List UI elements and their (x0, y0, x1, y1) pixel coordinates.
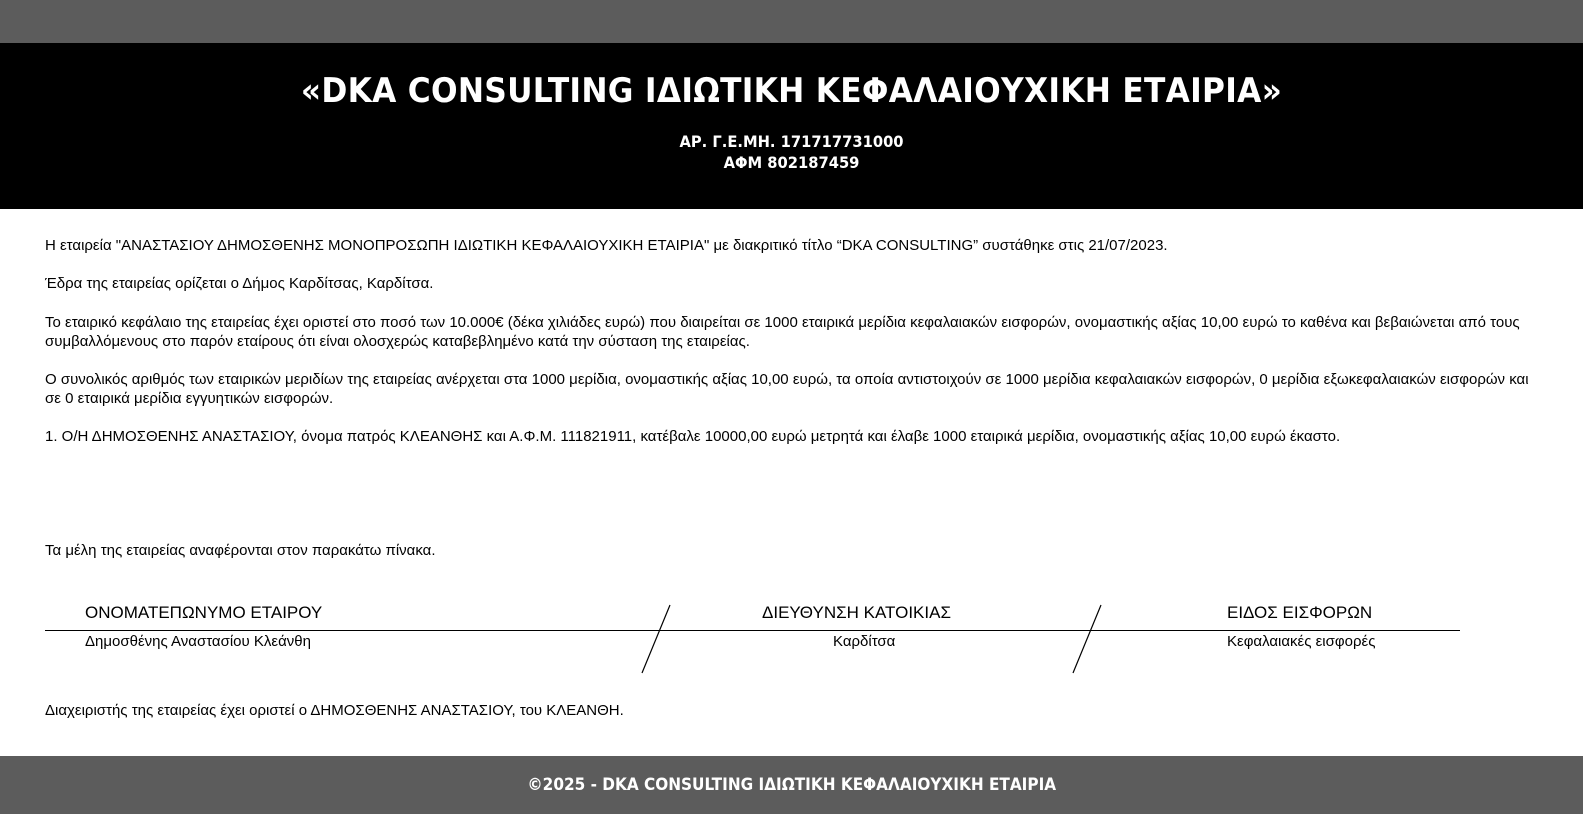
gemi-number: ΑΡ. Γ.Ε.ΜΗ. 171717731000 (679, 132, 904, 151)
administrator-paragraph: Διαχειριστής της εταιρείας έχει οριστεί ο ΔΗΜΟΣΘΕΝΗΣ ΑΝΑΣΤΑΣΙΟΥ, του ΚΛΕΑΝΘΗ. (45, 702, 624, 719)
afm-number: ΑΦΜ 802187459 (723, 153, 860, 172)
capital-paragraph: Το εταιρικό κεφάλαιο της εταιρείας έχει οριστεί στο ποσό των 10.000€ (δέκα χιλιάδες ευρώ) που διαιρείται σε 1000 εταιρικά μερίδια κεφαλαιακών εισφορών, ονομαστικής αξίας 10,00 ευρώ το καθένα και βεβαιώνεται από τους συμβαλλόμενους στο παρόν εταίρους ότι είναι ολοσχερώς καταβεβλημένο κατά την σύσταση της εταιρείας. (45, 314, 1520, 350)
members-table (45, 595, 1460, 695)
shares-paragraph: Ο συνολικός αριθμός των εταιρικών μεριδίων της εταιρείας ανέρχεται στα 1000 μερίδια, ονομαστικής αξίας 10,00 ευρώ, τα οποία αντιστοιχούν σε 1000 μερίδια κεφαλαιακών εισφορών, 0 μερίδια εξωκεφαλαιακών εισφορών και σε 0 εταιρικά μερίδια εγγυητικών εισφορών. (45, 371, 1529, 407)
column-separator-2 (1071, 603, 1103, 675)
top-bar (0, 0, 1583, 43)
partner-contribution-paragraph: 1. Ο/Η ΔΗΜΟΣΘΕΝΗΣ ΑΝΑΣΤΑΣΙΟΥ, όνομα πατρός ΚΛΕΑΝΘΗΣ και Α.Φ.Μ. 111821911, κατέβαλε 10000,00 ευρώ μετρητά και έλαβε 1000 εταιρικά μερίδια, ονομαστικής αξίας 10,00 ευρώ έκαστο. (45, 428, 1341, 445)
company-title: «DKA CONSULTING ΙΔΙΩΤΙΚΗ ΚΕΦΑΛΑΙΟΥΧΙΚΗ ΕΤΑΙΡΙΑ» (300, 71, 1283, 111)
company-header (0, 43, 1583, 209)
cell-partner-name: Δημοσθένης Αναστασίου Κλεάνθη (85, 633, 311, 650)
founding-paragraph: Η εταιρεία "ΑΝΑΣΤΑΣΙΟΥ ΔΗΜΟΣΘΕΝΗΣ ΜΟΝΟΠΡΟΣΩΠΗ ΙΔΙΩΤΙΚΗ ΚΕΦΑΛΑΙΟΥΧΙΚΗ ΕΤΑΙΡΙΑ" με διακριτικό τίτλο “DKA CONSULTING” συστάθηκε στις 21/07/2023. (45, 237, 1168, 254)
header-contribution-type: ΕΙΔΟΣ ΕΙΣΦΟΡΩΝ (1227, 603, 1373, 622)
footer-copyright: ©2025 - DKA CONSULTING ΙΔΙΩΤΙΚΗ ΚΕΦΑΛΑΙΟΥΧΙΚΗ ΕΤΑΙΡΙΑ (527, 775, 1056, 795)
members-intro-paragraph: Τα μέλη της εταιρείας αναφέρονται στον παρακάτω πίνακα. (45, 542, 436, 559)
seat-paragraph: Έδρα της εταιρείας ορίζεται ο Δήμος Καρδίτσας, Καρδίτσα. (45, 275, 434, 292)
footer-bar (0, 756, 1583, 814)
cell-contribution-type: Κεφαλαιακές εισφορές (1227, 633, 1376, 650)
column-separator-1 (640, 603, 672, 675)
cell-partner-address: Καρδίτσα (833, 633, 896, 650)
header-address: ΔΙΕΥΘΥΝΣΗ ΚΑΤΟΙΚΙΑΣ (762, 603, 951, 622)
table-header-divider (45, 630, 1460, 631)
header-name: ΟΝΟΜΑΤΕΠΩΝΥΜΟ ΕΤΑΙΡΟΥ (85, 603, 323, 622)
